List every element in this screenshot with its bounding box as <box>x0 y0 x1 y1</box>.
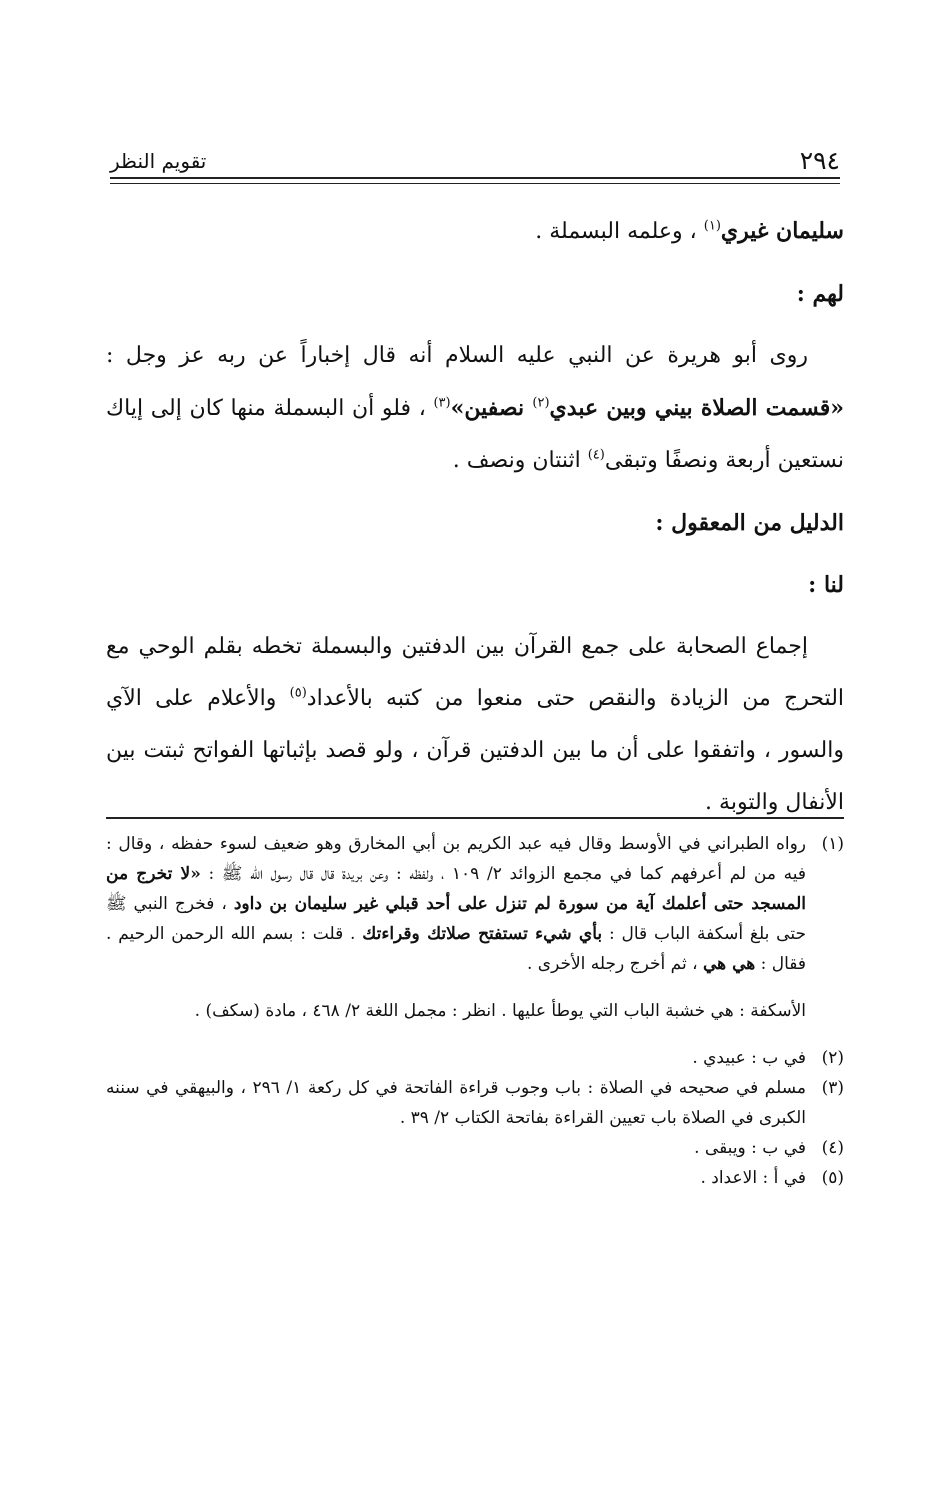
footnote-number: (١) <box>821 834 844 854</box>
footnote-rule <box>106 817 844 819</box>
paragraph-2-text: روى أبو هريرة عن النبي عليه السلام أنه قال إخباراً عن ربه عز وجل : <box>106 343 808 368</box>
footnote-number: (٤) <box>821 1138 844 1158</box>
footnote-2-text: في ب : عبيدي . <box>692 1048 806 1068</box>
footnote-1-text <box>106 829 806 979</box>
heading-dalil: الدليل من المعقول : <box>655 510 844 536</box>
page-header <box>110 136 840 176</box>
main-text <box>106 205 844 829</box>
footnote-ref-5: (٥) <box>289 685 307 701</box>
paragraph-2 <box>106 330 844 487</box>
heading-lahum: لهم : <box>796 281 844 307</box>
footnote-5-text: في أ : الاعداد . <box>700 1168 806 1188</box>
paragraph-3-text-b: والأعلام على الآي والسور ، واتفقوا على أن ما بين الدفتين قرآن ، ولو قصد بإثباتها الفواتح ثبتت بين الأنفال والتوبة . <box>106 686 844 815</box>
footnote-1-body <box>106 829 806 979</box>
paragraph-1-text: ، وعلمه البسملة . <box>535 219 704 244</box>
paragraph-1 <box>106 205 844 258</box>
footnote-1-text-b: ، فخرج النبي ﷺ حتى بلغ أسكفة الباب قال : <box>106 894 806 944</box>
hadith-quote-a: «قسمت الصلاة بيني وبين عبدي <box>549 395 844 421</box>
header-rule-thin <box>110 183 840 184</box>
footnote-5 <box>106 1163 844 1193</box>
bold-name: سليمان غيري <box>720 218 844 244</box>
running-title: تقويم النظر <box>110 149 207 173</box>
footnote-1-text-a: رواه الطبراني في الأوسط وقال فيه عبد الكريم بن أبي المخارق وهو ضعيف لسوء حفظه ، وقال : فيه من لم أعرفهم كما في مجمع الزوائد ٢/ ١٠٩ ، ولفظه : وعن بريدة قال قال رسول الله ﷺ : <box>106 834 806 884</box>
paragraph-2-text-b: ، فلو أن البسملة منها كان إلى إياك نستعين أربعة ونصفًا وتبقى <box>106 396 844 473</box>
footnote-1-bold-a: «لا تخرج من المسجد حتى أعلمك آية من سورة لم تنزل على أحد قبلي غير سليمان بن داود <box>106 864 806 914</box>
footnote-ref-3: (٣) <box>433 395 451 411</box>
footnote-ref-4: (٤) <box>587 447 605 463</box>
footnote-number: (٥) <box>821 1168 844 1188</box>
footnote-1-continuation: الأسكفة : هي خشبة الباب التي يوطأ عليها . انظر : مجمل اللغة ٢/ ٤٦٨ ، مادة (سكف) . <box>194 1001 806 1021</box>
footnote-number: (٣) <box>821 1078 844 1098</box>
footnote-1 <box>106 829 844 979</box>
heading-lana: لنا : <box>808 572 844 598</box>
hadith-quote-b: نصفين» <box>450 395 533 421</box>
footnote-1-bold-c: هي هي <box>703 954 756 974</box>
paragraph-2-text-c: اثنتان ونصف . <box>452 448 588 473</box>
paragraph-3 <box>106 621 844 829</box>
footnote-4-text: في ب : ويبقى . <box>694 1138 806 1158</box>
footnote-1-text-d: ، ثم أخرج رجله الأخرى . <box>526 954 704 974</box>
footnote-ref-2: (٢) <box>532 395 550 411</box>
page-number: ٢٩٤ <box>799 146 840 175</box>
footnote-4 <box>106 1133 844 1163</box>
footnotes <box>106 829 844 1193</box>
footnote-ref-1: (١) <box>703 218 721 234</box>
footnote-3-text: مسلم في صحيحه في الصلاة : باب وجوب قراءة الفاتحة في كل ركعة ١/ ٢٩٦ ، والبيهقي في سننه الكبرى في الصلاة باب تعيين القراءة بفاتحة الكتاب ٢/ ٣٩ . <box>106 1078 806 1128</box>
footnote-1-text-c: . قلت : بسم الله الرحمن الرحيم . فقال : <box>106 924 806 974</box>
paragraph-3-text-a: إجماع الصحابة على جمع القرآن بين الدفتين والبسملة تخطه بقلم الوحي مع التحرج من الزيادة والنقص حتى منعوا من كتبه بالأعداد <box>106 634 845 711</box>
footnote-3 <box>106 1073 844 1133</box>
footnote-1-bold-b: بأي شيء تستفتح صلاتك وقراءتك <box>362 924 603 944</box>
header-rule-thick <box>110 177 840 179</box>
footnote-number: (٢) <box>821 1048 844 1068</box>
footnote-2 <box>106 1043 844 1073</box>
